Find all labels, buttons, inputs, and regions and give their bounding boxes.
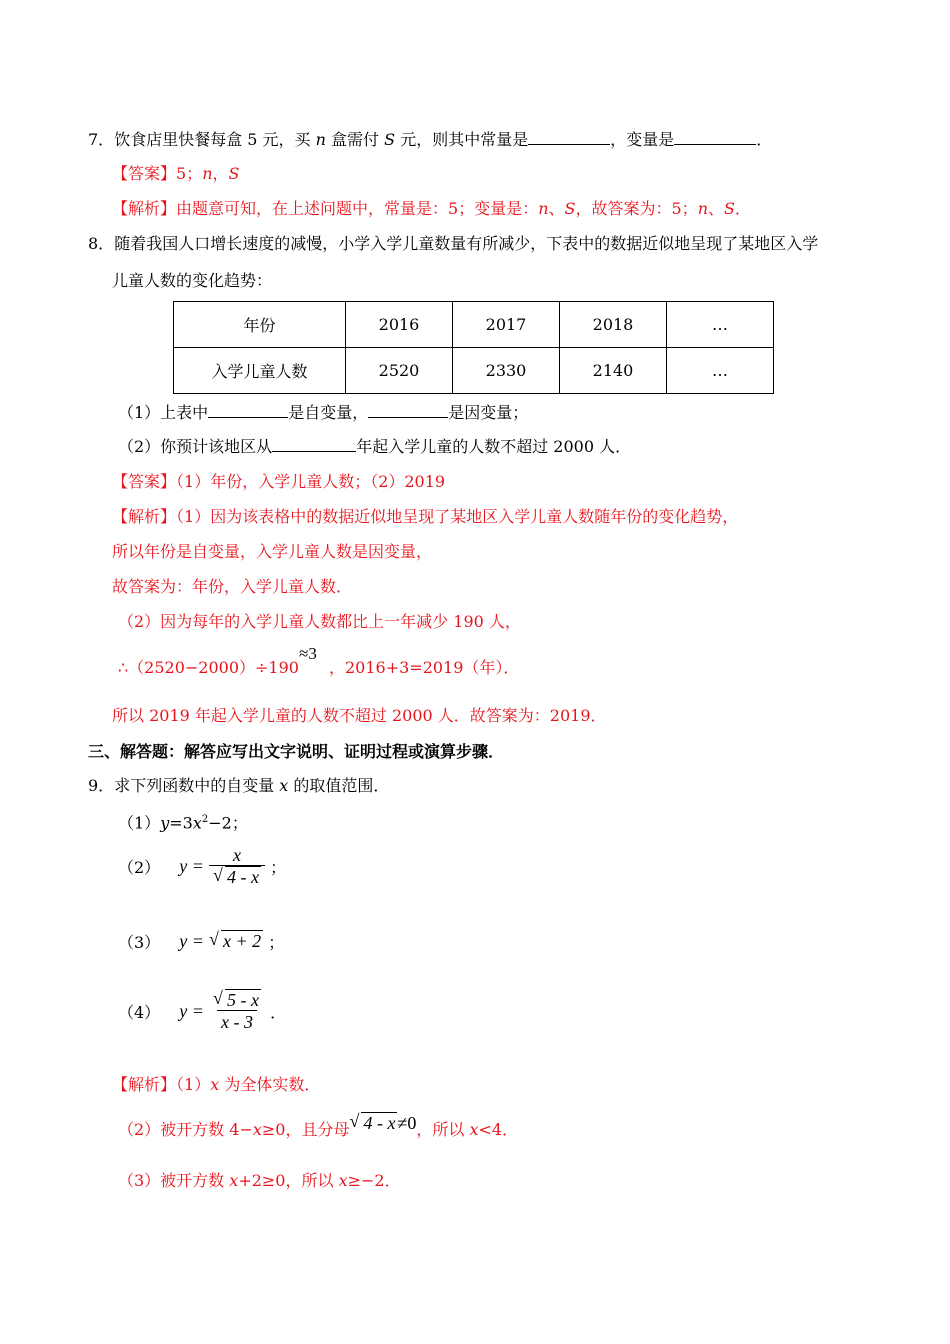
q8-blank-dependent[interactable] bbox=[368, 403, 448, 418]
q9-analysis-3: （3）被开方数 x+2≥0，所以 x≥−2． bbox=[118, 1171, 401, 1190]
table-cell: 2520 bbox=[346, 348, 453, 394]
q7-blank-constant[interactable] bbox=[528, 130, 610, 145]
q8-analysis-l2: 所以年份是自变量，入学儿童人数是因变量， bbox=[112, 542, 433, 561]
table-cell: 年份 bbox=[174, 302, 346, 348]
table-cell: 2016 bbox=[346, 302, 453, 348]
analysis-tag: 【解析】 bbox=[112, 1075, 177, 1094]
q8-analysis-l3: 故答案为：年份，入学儿童人数． bbox=[112, 577, 353, 596]
q8-analysis-l4: （2）因为每年的入学儿童人数都比上一年减少 190 人， bbox=[118, 612, 521, 631]
q8-analysis-l6: 所以 2019 年起入学儿童的人数不超过 2000 人．故答案为：2019． bbox=[112, 706, 607, 725]
answer-tag: 【答案】 bbox=[112, 164, 177, 183]
table-cell: 2017 bbox=[453, 302, 560, 348]
q8-stem-line2: 儿童人数的变化趋势： bbox=[112, 271, 273, 290]
table-cell: 入学儿童人数 bbox=[174, 348, 346, 394]
table-row bbox=[174, 302, 774, 348]
enrollment-table bbox=[173, 301, 774, 394]
sqrt-symbol: √ 4 - x bbox=[213, 866, 261, 888]
table-cell: … bbox=[667, 302, 774, 348]
q8-blank-year[interactable] bbox=[272, 437, 356, 452]
table-cell: 2018 bbox=[560, 302, 667, 348]
q7-stem: 7．饮食店里快餐每盒 5 元，买 n 盒需付 S 元，则其中常量是 ，变量是 ． bbox=[88, 130, 773, 149]
table-cell: 2140 bbox=[560, 348, 667, 394]
q9-part2: （2） y = x √ 4 - x ； bbox=[118, 845, 286, 888]
q8-sub1: （1）上表中 是自变量， 是因变量； bbox=[118, 403, 529, 422]
table-cell: 2330 bbox=[453, 348, 560, 394]
section-heading: 三、解答题：解答应写出文字说明、证明过程或演算步骤． bbox=[88, 742, 505, 761]
answer-tag: 【答案】 bbox=[112, 472, 177, 491]
q8-blank-independent[interactable] bbox=[208, 403, 288, 418]
q9-analysis-1: 【解析】（1）x 为全体实数． bbox=[112, 1075, 321, 1094]
q7-blank-variable[interactable] bbox=[674, 130, 756, 145]
q8-sub2: （2）你预计该地区从 年起入学儿童的人数不超过 2000 人． bbox=[118, 437, 632, 456]
sqrt-symbol: √ 5 - x bbox=[213, 990, 261, 1010]
q7-number: 7． bbox=[88, 130, 115, 149]
q9-stem: 9．求下列函数中的自变量 x 的取值范围． bbox=[88, 776, 390, 795]
q8-answer: 【答案】（1）年份，入学儿童人数；（2）2019 bbox=[112, 472, 446, 491]
fraction: x √ 4 - x bbox=[209, 845, 265, 888]
q7-answer: 【答案】5；n，S bbox=[112, 164, 240, 183]
table-cell: … bbox=[667, 348, 774, 394]
q8-number: 8． bbox=[88, 234, 115, 253]
table-row bbox=[174, 348, 774, 394]
analysis-tag: 【解析】 bbox=[112, 507, 177, 526]
q8-analysis-l1: 【解析】（1）因为该表格中的数据近似地呈现了某地区入学儿童人数随年份的变化趋势， bbox=[112, 507, 739, 526]
q8-analysis-l5: ∴（2520−2000）÷190≈3，2016+3=2019（年）． bbox=[118, 644, 520, 677]
analysis-tag: 【解析】 bbox=[112, 199, 177, 218]
q9-part4: （4） y = √ $\frac{5 - x}{x - 3}$ ． bbox=[118, 990, 286, 1033]
q9-part3: （3） y = √ x + 2 ； bbox=[118, 930, 284, 953]
sqrt-symbol: √ 4 - x bbox=[349, 1113, 397, 1134]
q9-analysis-2: （2）被开方数 4−x≥0，且分母√ 4 - x ≠0，所以 x<4． bbox=[118, 1117, 518, 1140]
q9-number: 9． bbox=[88, 776, 115, 795]
fraction: √ $\frac{5 - x}{x - 3}$ bbox=[209, 990, 265, 1033]
sqrt-symbol: √ x + 2 bbox=[209, 931, 263, 952]
q8-stem-line1: 8．随着我国人口增长速度的减慢，小学入学儿童数量有所减少，下表中的数据近似地呈现了某地区入学 bbox=[88, 234, 819, 253]
q9-part1: $(1)y=3x^2-2$； bbox=[118, 813, 248, 833]
q7-analysis: 【解析】由题意可知，在上述问题中，常量是：5；变量是：n、S，故答案为：5；n、S． bbox=[112, 199, 751, 218]
approx-symbol: ≈3 bbox=[298, 644, 317, 663]
